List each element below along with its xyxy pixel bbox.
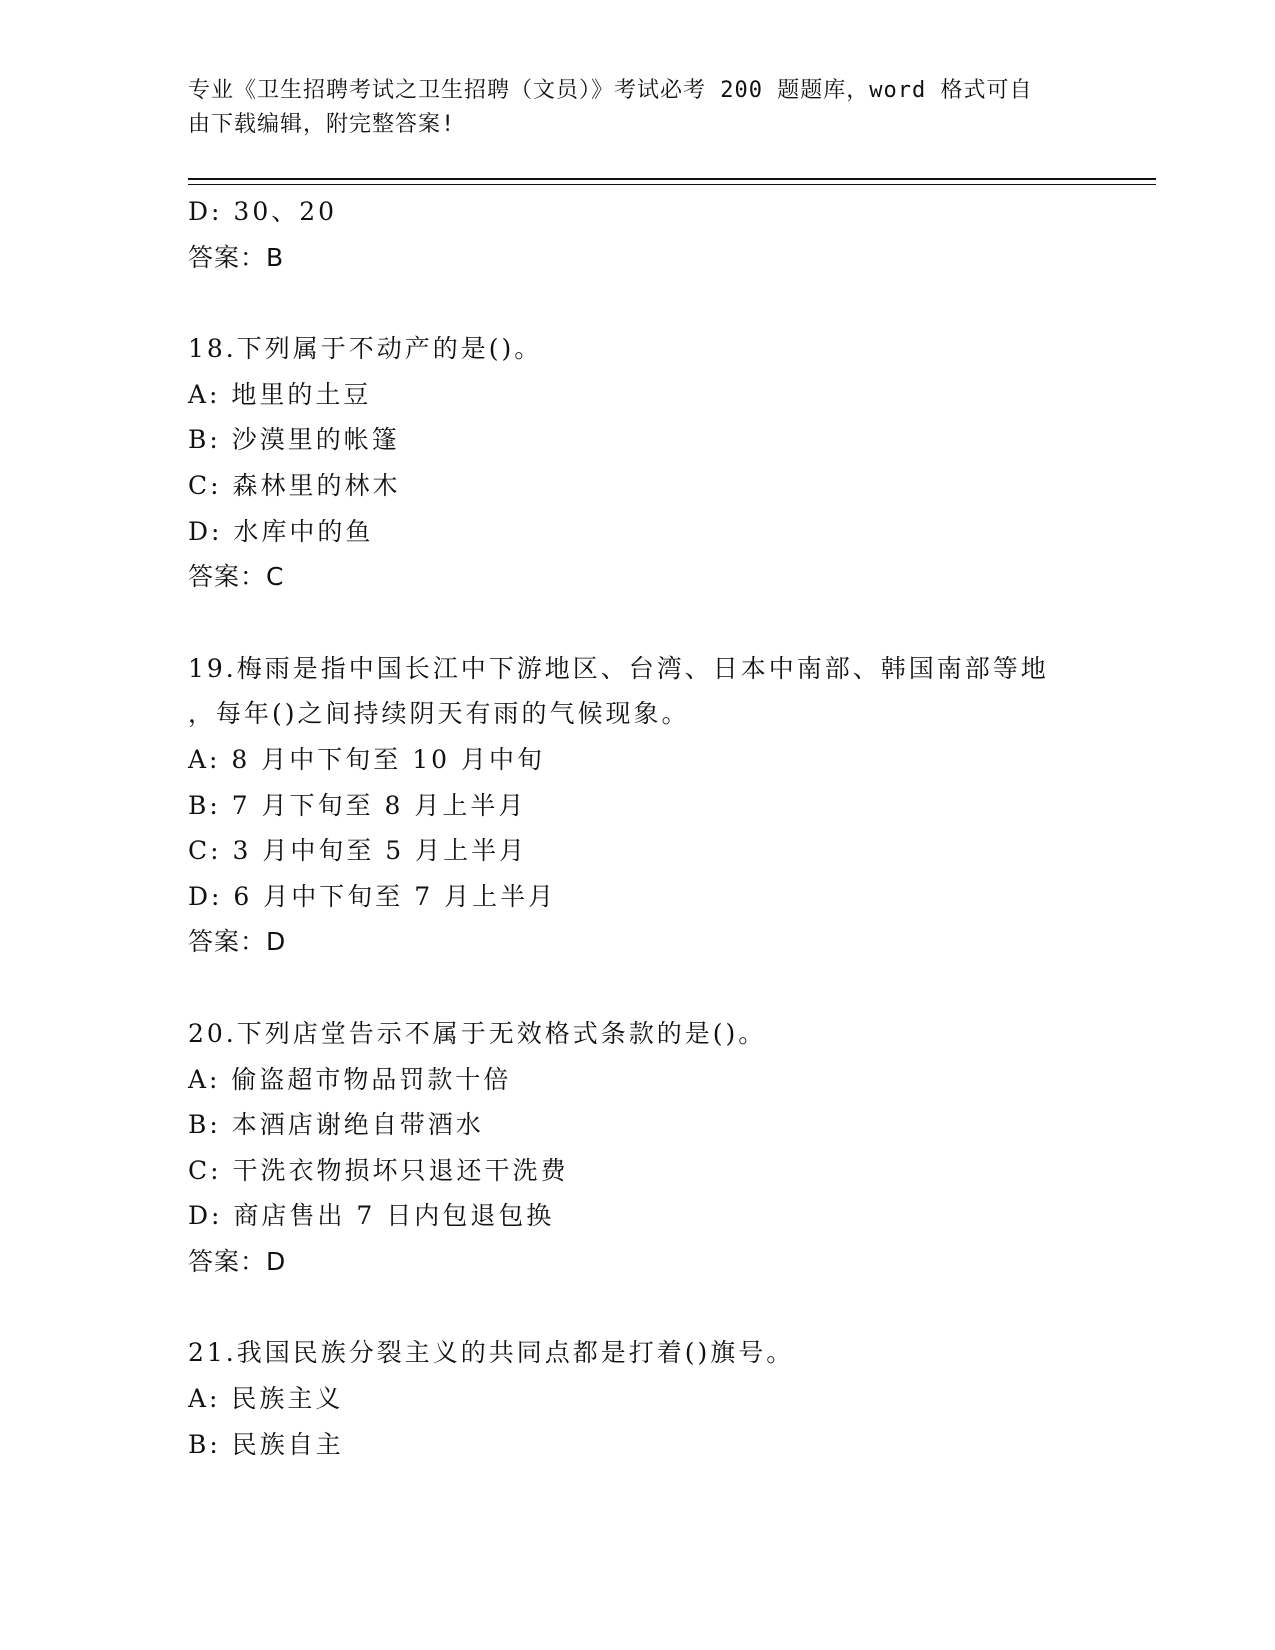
option-d: D: 6 月中下旬至 7 月上半月 bbox=[188, 881, 557, 911]
header-rule-thick bbox=[188, 178, 1156, 180]
option-d: D: 水库中的鱼 bbox=[188, 516, 374, 546]
question-stem: 18.下列属于不动产的是()。 bbox=[188, 334, 543, 364]
prev-option-d: D: 30、20 bbox=[188, 197, 338, 226]
header-line-1: 专业《卫生招聘考试之卫生招聘（文员）》考试必考 200 题题库，word 格式可自 bbox=[188, 78, 1033, 103]
option-d: D: 商店售出 7 日内包退包换 bbox=[188, 1201, 555, 1231]
option-b: B: 民族自主 bbox=[188, 1429, 344, 1459]
question-21 bbox=[188, 1330, 1148, 1467]
option-b: B: 7 月下旬至 8 月上半月 bbox=[188, 790, 527, 820]
header-line-2: 由下载编辑，附完整答案! bbox=[188, 112, 456, 137]
answer: 答案：C bbox=[188, 562, 285, 592]
option-c: C: 森林里的林木 bbox=[188, 470, 401, 500]
option-a: A: 民族主义 bbox=[188, 1384, 344, 1414]
option-c: C: 3 月中旬至 5 月上半月 bbox=[188, 836, 528, 866]
spacer bbox=[188, 965, 1148, 1011]
question-stem: 19.梅雨是指中国长江中下游地区、台湾、日本中南部、韩国南部等地 bbox=[188, 653, 1049, 683]
document-header bbox=[188, 74, 1068, 142]
option-a: A: 地里的土豆 bbox=[188, 379, 372, 409]
question-19 bbox=[188, 646, 1148, 965]
spacer bbox=[188, 600, 1148, 646]
option-c: C: 干洗衣物损坏只退还干洗费 bbox=[188, 1155, 569, 1185]
question-stem: 20.下列店堂告示不属于无效格式条款的是()。 bbox=[188, 1018, 767, 1048]
answer: 答案：D bbox=[188, 927, 287, 957]
header-rule-thin bbox=[188, 184, 1156, 185]
question-20 bbox=[188, 1011, 1148, 1285]
prev-answer: 答案：B bbox=[188, 242, 285, 272]
option-a: A: 8 月中下旬至 10 月中旬 bbox=[188, 744, 545, 774]
question-list bbox=[188, 189, 1148, 1467]
answer: 答案：D bbox=[188, 1246, 287, 1276]
spacer bbox=[188, 1284, 1148, 1330]
option-b: B: 本酒店谢绝自带酒水 bbox=[188, 1110, 484, 1140]
option-a: A: 偷盗超市物品罚款十倍 bbox=[188, 1064, 512, 1094]
question-stem: 21.我国民族分裂主义的共同点都是打着()旗号。 bbox=[188, 1338, 795, 1368]
question-18 bbox=[188, 326, 1148, 600]
option-b: B: 沙漠里的帐篷 bbox=[188, 425, 400, 455]
question-stem-continued: ，每年()之间持续阴天有雨的气候现象。 bbox=[188, 699, 690, 729]
spacer bbox=[188, 280, 1148, 326]
